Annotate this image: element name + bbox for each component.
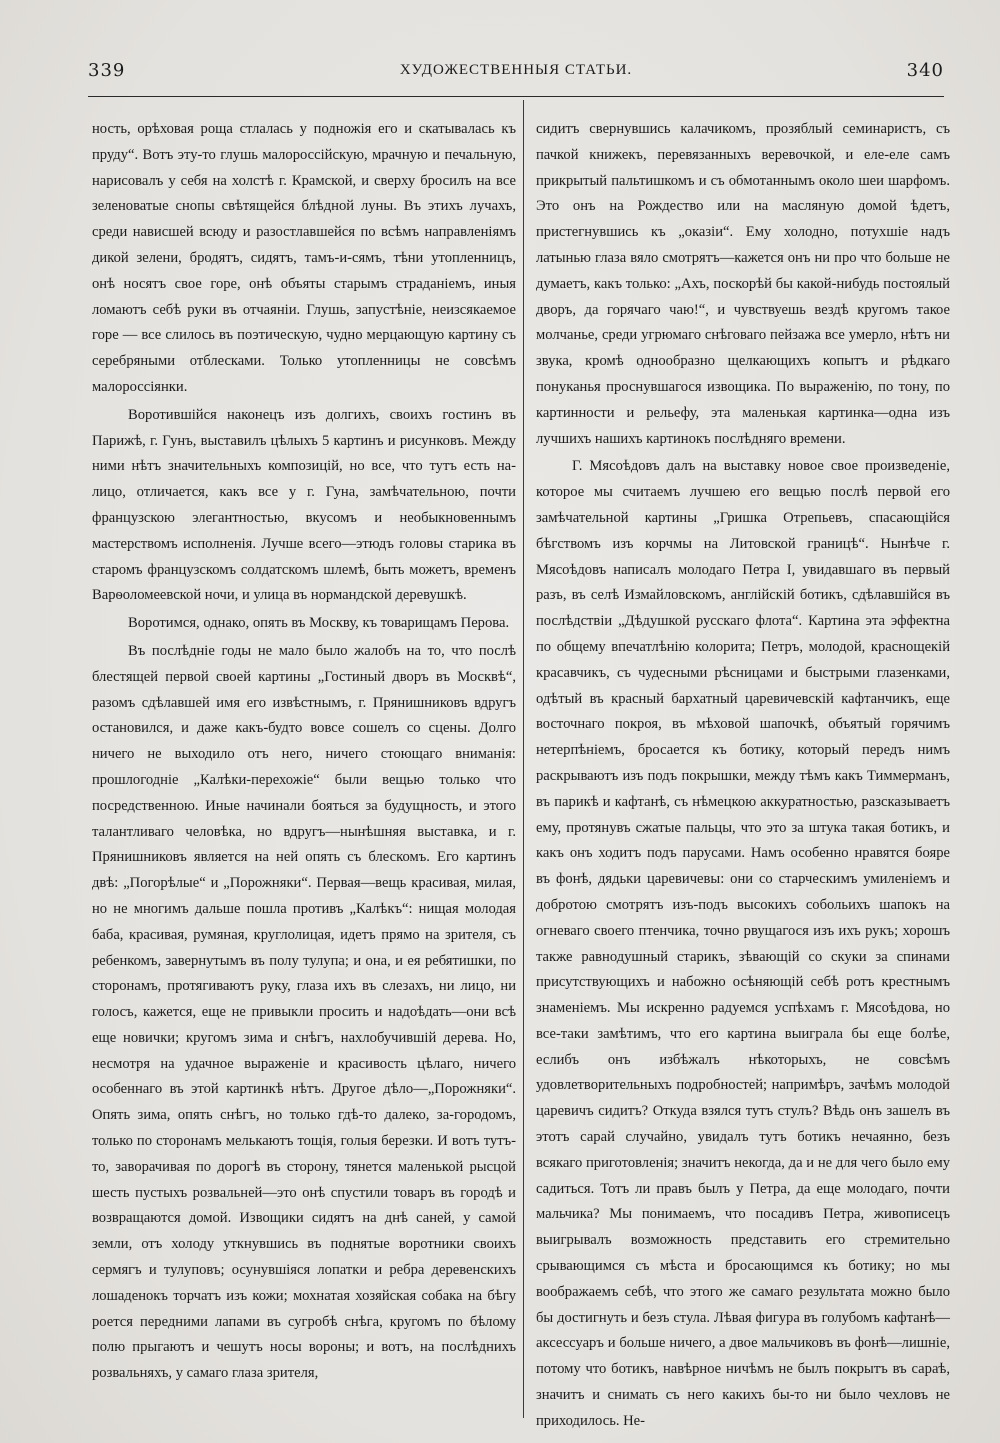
page-number-right: 340 <box>906 60 944 81</box>
paragraph: ность, орѣховая роща стлалась у подножія его и скатывалась къ пруду“. Вотъ эту-то глушь малороссійскую, мрачную и печальную, нарисовалъ у себя на холстѣ г. Крамской, и сверху бросилъ на все зеленоватые снопы свѣтящейся блѣдной луны. Въ этихъ лучахъ, среди нависшей всюду и разостлавшейся по всѣмъ направленіямъ дикой зелени, бродятъ, сидятъ, тамъ-и-сямъ, тѣни утопленницъ, онѣ носятъ свое горе, онѣ объяты старымъ страданіемъ, иныя ломаютъ себѣ руки въ отчаяніи. Глушь, запустѣніе, неизсякаемое горе — все слилось въ поэтическую, чудно мерцающую картину съ серебряными отблесками. Только утопленницы не совсѣмъ малороссіянки. <box>92 121 516 395</box>
header-rule <box>88 96 944 97</box>
paragraph: Воротившійся наконецъ изъ долгихъ, своихъ гостинъ въ Парижѣ, г. Гунъ, выставилъ цѣлыхъ 5 картинъ и рисунковъ. Между ними нѣтъ значительныхъ композицій, но все, что тутъ есть на-лицо, отличается, какъ все у г. Гуна, замѣчательною, почти французскою элегантностью, вкусомъ и необыкновеннымъ мастерствомъ исполненія. Лучше всего—этюдъ головы старика въ старомъ французскомъ солдатскомъ шлемѣ, быть можетъ, временъ Варѳоломеевской ночи, и улица въ нормандской деревушкѣ. <box>92 406 516 604</box>
page-header <box>88 60 944 90</box>
column-divider <box>523 100 524 1418</box>
right-column <box>536 117 950 1435</box>
paragraph: Воротимся, однако, опять въ Москву, къ товарищамъ Перова. <box>128 615 510 632</box>
running-title: ХУДОЖЕСТВЕННЫЯ СТАТЬИ. <box>399 62 633 78</box>
page-number-left: 339 <box>88 60 126 81</box>
left-column <box>92 117 516 1387</box>
paragraph: Въ послѣдніе годы не мало было жалобъ на то, что послѣ блестящей первой своей картины „Гостиный дворъ въ Москвѣ“, разомъ сдѣлавшей имя его извѣстнымъ, г. Прянишниковъ вдругъ остановился, и даже какъ-будто вовсе сошелъ со сцены. Долго ничего не выходило отъ него, ничего стоющаго вниманія: прошлогодніе „Калѣки-перехожіе“ были вещью только что посредственною. Иные начинали бояться за будущность, и этого талантливаго человѣка, но вдругъ—нынѣшняя выставка, и г. Прянишниковъ является на ней опять съ блескомъ. Его картинъ двѣ: „Погорѣлые“ и „Порожняки“. Первая—вещь красивая, милая, но не многимъ дальше пошла противъ „Калѣкъ“: нищая молодая баба, красивая, румяная, круглолицая, идетъ прямо на зрителя, съ ребенкомъ, завернутымъ въ полу тулупа; и она, и ея ребятишки, по сторонамъ, протягиваютъ руку, глаза ихъ въ слезахъ, ни лицо, ни голосъ, кажется, еще не привыкли просить и надоѣдать—они всѣ еще новички; кругомъ зима и снѣгъ, нахлобучившій дерева. Но, несмотря на удачное выраженіе и красивость цѣлаго, ничего особеннаго въ этой картинкѣ нѣтъ. Другое дѣло—„Порожняки“. Опять зима, опять снѣгъ, но только гдѣ-то далеко, за-городомъ, только по сторонамъ мелькаютъ тощія, голыя березки. И вотъ тутъ-то, заворачивая по дорогѣ въ сторону, тянется маленькой рысцой шесть пустыхъ розвальней—это онѣ спустили товаръ въ городѣ и возвращаются домой. Извощики сидятъ на днѣ саней, у самой земли, отъ холоду уткнувшись въ поднятые воротники своихъ сермягъ и тулуповъ; осунувшіяся лопатки и ребра деревенскихъ лошаденокъ торчатъ изъ кожи; мохнатая хозяйская собака на бѣгу роется передними лапами въ сугробѣ снѣга, кругомъ по бѣлому полю прыгаютъ и чешутъ носы вороны; и вотъ, на послѣднихъ розвальняхъ, у самаго глаза зрителя, <box>92 642 516 1382</box>
paragraph: сидитъ свернувшись калачикомъ, прозяблый семинаристъ, съ пачкой книжекъ, перевязанныхъ веревочкой, и еле-еле самъ прикрытый пальтишкомъ и съ обмотаннымъ около шеи шарфомъ. Это онъ на Рождество или на масляную домой ѣдетъ, пристегнувшись къ „оказіи“. Ему холодно, потухшіе надъ латынью глаза вяло смотрятъ—кажется онъ ни про что больше не думаетъ, какъ только: „Ахъ, поскорѣй бы какой-нибудь постоялый дворъ, да горячаго чаю!“, и чувствуешь вездѣ кругомъ такое молчанье, среди угрюмаго снѣговаго пейзажа все умерло, нѣтъ ни звука, кромѣ однообразно щелкающихъ копытъ и рѣдкаго понуканья проснувшагося извощика. По выраженію, по тону, по картинности и рельефу, эта маленькая картинка—одна изъ лучшихъ нашихъ картинокъ послѣдняго времени. <box>536 121 950 447</box>
paragraph: Г. Мясоѣдовъ далъ на выставку новое свое произведеніе, которое мы считаемъ лучшею его вещью послѣ первой его замѣчательной картины „Гришка Отрепьевъ, спасающійся бѣгствомъ изъ корчмы на Литовской границѣ“. Нынѣче г. Мясоѣдовъ написалъ молодаго Петра I, увидавшаго въ первый разъ, въ селѣ Измайловскомъ, англійскій ботикъ, сдѣлавшійся въ послѣдствіи „Дѣдушкой русскаго флота“. Картина эта эффектна по общему впечатлѣнію колорита; Петръ, молодой, краснощекій красавчикъ, съ чудесными рѣсницами и быстрыми глазенками, одѣтый въ красный бархатный царевичевскій кафтанчикъ, еще восточнаго покроя, въ мѣховой шапочкѣ, объятый горячимъ нетерпѣніемъ, бросается къ ботику, который передъ нимъ раскрываютъ изъ подъ покрышки, между тѣмъ какъ Тиммерманъ, въ парикѣ и кафтанѣ, съ нѣмецкою аккуратностью, разсказываетъ ему, протянувъ сжатые пальцы, что это за штука такая ботикъ, и какъ онъ ходитъ подъ парусами. Намъ особенно нравятся бояре въ фонѣ, дядьки царевичевы: они со старческимъ умиленіемъ и добротою смотрятъ изъ-подъ высокихъ собольихъ шапокъ на огневаго своего птенчика, точно рвущагося изъ ихъ рукъ; хорошъ также равнодушный старикъ, зѣвающій со скуки за спинами присутствующихъ и набожно осѣняющій себѣ ротъ крестнымъ знаменіемъ. Мы искренно радуемся успѣхамъ г. Мясоѣдова, но все-таки замѣтимъ, что его картина выиграла бы еще болѣе, еслибъ онъ избѣжалъ нѣкоторыхъ, не совсѣмъ удовлетворительныхъ подробностей; напримѣръ, зачѣмъ молодой царевичъ сидитъ? Откуда взялся тутъ стулъ? Вѣдь онъ зашелъ въ этотъ сарай случайно, увидалъ тутъ ботикъ нечаянно, безъ всякаго приготовленія; значитъ некогда, да и не для чего было ему садиться. Тотъ ли правъ былъ у Петра, да еще молодаго, почти мальчика? Мы понимаемъ, что посадивъ Петра, живописецъ выигрывалъ возможность представить его стремительно срывающимся съ мѣста и бросающимся къ ботику; но мы воображаемъ себѣ, что этого же самаго результата можно было бы достигнуть и безъ стула. Лѣвая фигура въ голубомъ кафтанѣ—аксессуаръ и больше ничего, а двое мальчиковъ въ фонѣ—лишніе, потому что ботикъ, навѣрное ничѣмъ не былъ покрытъ въ сараѣ, значитъ и снимать съ него какихъ бы-то ни было чехловъ не приходилось. Не- <box>536 458 950 1429</box>
